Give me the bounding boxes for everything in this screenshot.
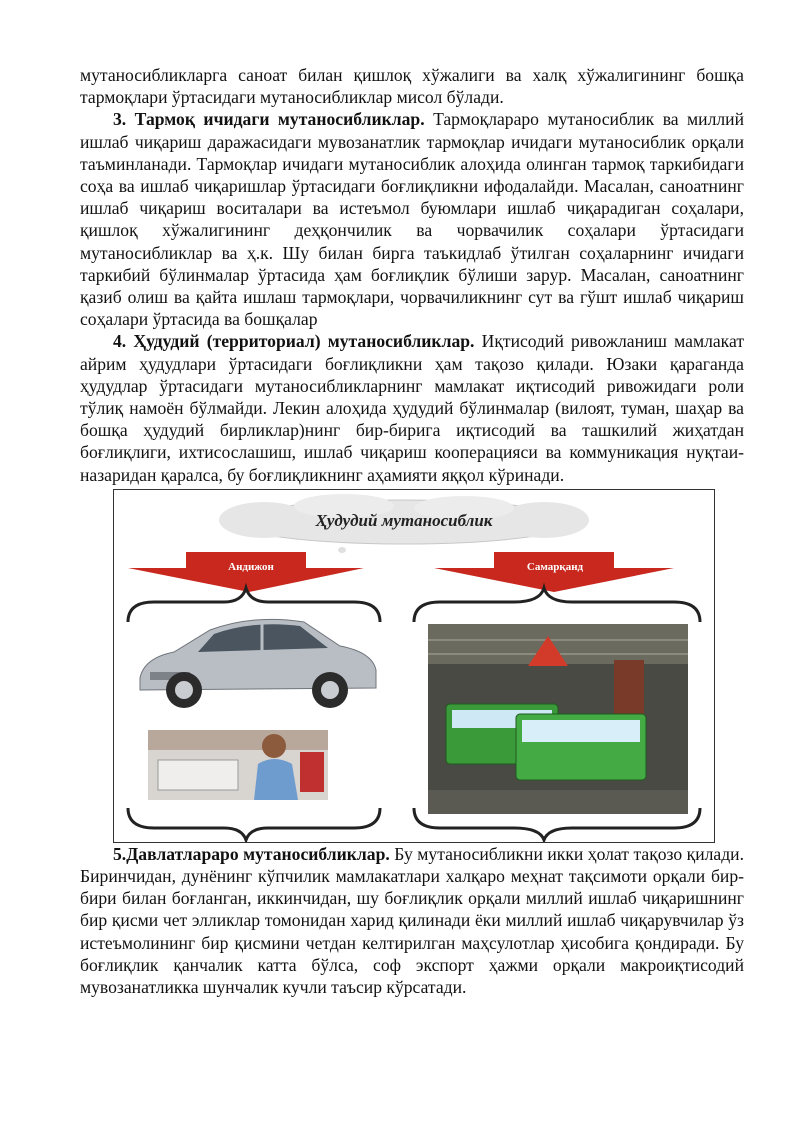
sewing-worker-image [148,730,328,800]
region-label-andijan: Андижон [228,560,274,573]
heading-intra-sector: 3. Тармоқ ичидаги мутаносибликлар. [113,109,425,130]
bus-factory-image [428,624,688,814]
figure-illustration [114,490,714,842]
territorial-figure [113,489,715,843]
region-label-samarkand: Самарқанд [526,560,584,573]
paragraph-interstate [80,843,744,998]
car-image [140,619,376,708]
paragraph-territorial [80,330,744,485]
heading-interstate: 5.Давлатлараро мутаносибликлар. [113,843,390,864]
top-braces [128,588,700,622]
figure-title: Ҳудудий мутаносиблик [315,510,493,530]
text-interstate: Бу мутаносибликни икки ҳолат тақозо қилади. Биринчидан, дунёнинг кўпчилик мамлакатлари халқаро меҳнат тақсимоти орқали бир-бири билан боғланган, иккинчидан, шу боғлиқлик орқали миллий ишлаб чиқаришнинг бир қисми чет элликлар томонидан харид қилинади ёки миллий ишлаб чиқарувчилар ўз истеъмолининг бир қисмини четдан келтирилган маҳсулотлар ҳисобига қондиради. Бу боғлиқлик қанчалик катта бўлса, соф экспорт ҳажми орқали макроиқтисодий мувозанатликка шунчалик кучли таъсир кўрсатади. [80,843,744,998]
document-page [80,64,744,998]
text-territorial: Иқтисодий ривожланиш мамлакат айрим ҳудудлари ўртасидаги боғлиқликни ҳам тақозо қилади. Юзаки қараганда ҳудудлар ўртасидаги мутаносибликларнинг мамлакат иқтисодий ривожидаги роли тўлиқ намоён бўлмайди. Лекин алоҳида ҳудудий бўлинмалар (вилоят, туман, шаҳар ва бошқа ҳудудий бирликлар)нинг бир-бирига иқтисодий ва ташкилий жиҳатдан боғлиқлиги, ихтисослашиш, ишлаб чиқариш кооперацияси ва коммуникация нуқтаи-назаридан қаралса, бу боғлиқликнинг аҳамияти яққол кўринади. [80,331,745,485]
paragraph-intro: мутаносибликларга саноат билан қишлоқ хўжалиги ва халқ хўжалигининг бошқа тармоқлари ўртасидаги мутаносибликлар мисол бўлади. [80,65,744,108]
heading-territorial: 4. Ҳудудий (территориал) мутаносибликлар. [113,331,475,352]
paragraph-intra-sector [80,108,744,330]
text-intra-sector: Тармоқлараро мутаносиблик ва миллий ишлаб чиқариш даражасидаги мувозанатлик тармоқлар ичидаги мутаносиблик орқали таъминланади. Тармоқлар ичидаги мутаносиблик алоҳида олинган тармоқ таркибидаги соҳа ва ишлаб чиқаришлар ўртасидаги боғлиқликни ифодалайди. Масалан, саноатнинг ишлаб чиқариш воситалари ва истеъмол буюмлари ишлаб чиқарадиган соҳалари, қишлоқ хўжалигининг деҳқончилик ва чорвачилик соҳалари ўртасидаги мутаносибликлар ва ҳ.к. Шу билан бирга таъкидлаб ўтилган соҳаларнинг ичидаги таркибий бўлинмалар ўртасида ҳам боғлиқлик бўлиши зарур. Масалан, саноатнинг қазиб олиш ва қайта ишлаш тармоқлари, чорвачиликнинг сут ва гўшт ишлаб чиқариш соҳалари ўртасида ва бошқалар [80,109,744,330]
